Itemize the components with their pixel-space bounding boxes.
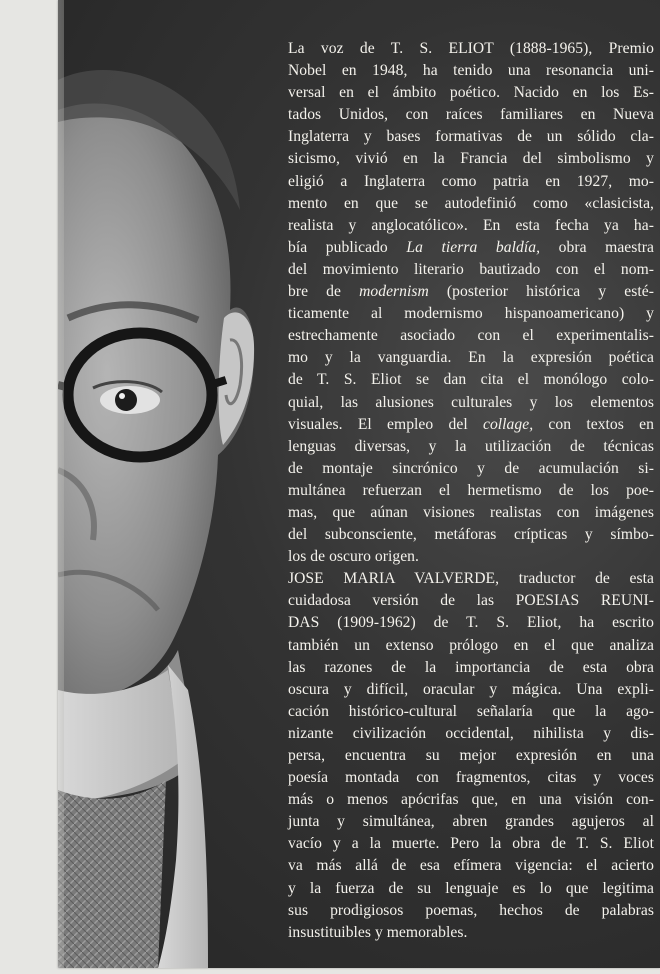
text-line: y la fuerza de su lenguaje es lo que legitima (288, 879, 654, 897)
text-line: sus prodigiosos poemas, hechos de palabras (288, 901, 654, 919)
text-line (288, 281, 654, 303)
book-back-cover (58, 0, 660, 968)
text-line: cuidadosa versión de las POESIAS REUNI- (288, 592, 654, 610)
text-line: lenguas diversas, y la utilización de técnicas (288, 437, 654, 455)
text-run: bre de (288, 283, 360, 301)
text-line: cación histórico-cultural señalaría que la ago- (288, 702, 654, 720)
text-line: los de oscuro origen. (288, 548, 419, 566)
book-title-italic: La tierra baldía, (406, 238, 541, 256)
text-line: va más allá de esa efímera vigencia: el acierto (288, 857, 654, 875)
text-line: junta y simultánea, abren grandes agujeros al (288, 813, 654, 831)
text-line: La voz de T. S. ELIOT (1888-1965), Premio (288, 40, 654, 57)
text-line: eligió a Inglaterra como patria en 1927, mo- (288, 172, 654, 190)
paragraph-valverde-translation (288, 568, 654, 944)
text-line: oscura y difícil, oracular y mágica. Una expli- (288, 680, 654, 698)
text-line: mo y la vanguardia. En la expresión poética (288, 349, 654, 367)
text-line: realista y anglocatólico». En esta fecha ya ha- (288, 216, 654, 234)
text-line: insustituibles y memorables. (288, 923, 468, 941)
text-line: estrechamente asociado con el experimentalis- (288, 327, 654, 345)
term-italic: modernism (359, 283, 429, 301)
text-line: también un extenso prólogo en el que analiza (288, 636, 654, 654)
term-italic: collage, (482, 415, 534, 433)
text-line: más o menos apócrifas que, en una visión con- (288, 791, 654, 809)
text-line: poesía montada con fragmentos, citas y voces (288, 769, 654, 787)
text-line: nizante civilización occidental, nihilista y dis- (288, 724, 654, 742)
text-line: tados Unidos, con raíces familiares en Nueva (288, 106, 654, 124)
text-line (288, 414, 654, 436)
text-line: DAS (1909-1962) de T. S. Eliot, ha escrito (288, 614, 654, 632)
text-run: obra maestra (540, 238, 654, 256)
text-line: de montaje sincrónico y de acumulación si- (288, 459, 654, 477)
text-line: mento en que se autodefinió como «clasicista, (288, 194, 654, 212)
text-line: sicismo, vivió en la Francia del simbolismo y (288, 150, 654, 168)
text-line (288, 237, 654, 259)
text-line: persa, encuentra su mejor expresión en una (288, 747, 654, 764)
text-line: de T. S. Eliot se dan cita el monólogo colo- (288, 371, 654, 389)
text-run: (posterior histórica y esté- (428, 283, 654, 301)
text-run: con textos en (533, 415, 654, 433)
text-line: mas, que aúnan visiones realistas con imágenes (288, 503, 654, 521)
text-run: bía publicado (288, 238, 407, 256)
text-run: visuales. El empleo del (288, 415, 483, 433)
text-line: vacío y a la muerte. Pero la obra de T. S. Eliot (288, 835, 654, 853)
text-line: quial, las alusiones culturales y los elementos (288, 393, 654, 411)
text-line: Nobel en 1948, ha tenido una resonancia uni- (288, 62, 654, 80)
text-line: JOSE MARIA VALVERDE, traductor de esta (288, 570, 654, 588)
text-line: multánea refuerzan el hermetismo de los poe- (288, 481, 654, 499)
text-line: versal en el ámbito poético. Nacido en los Es- (288, 84, 654, 102)
text-line: del movimiento literario bautizado con el nom- (288, 260, 654, 278)
text-line: del subconsciente, metáforas crípticas y símbo- (288, 526, 654, 544)
text-line: ticamente al modernismo hispanoamericano) y (288, 305, 654, 323)
paragraph-eliot-biography (288, 38, 654, 568)
text-line: Inglaterra y bases formativas de un sólido cla- (288, 128, 654, 146)
blurb-text (288, 38, 654, 944)
text-line: las razones de la importancia de esta obra (288, 658, 654, 676)
cover-edge-highlight (58, 0, 64, 968)
